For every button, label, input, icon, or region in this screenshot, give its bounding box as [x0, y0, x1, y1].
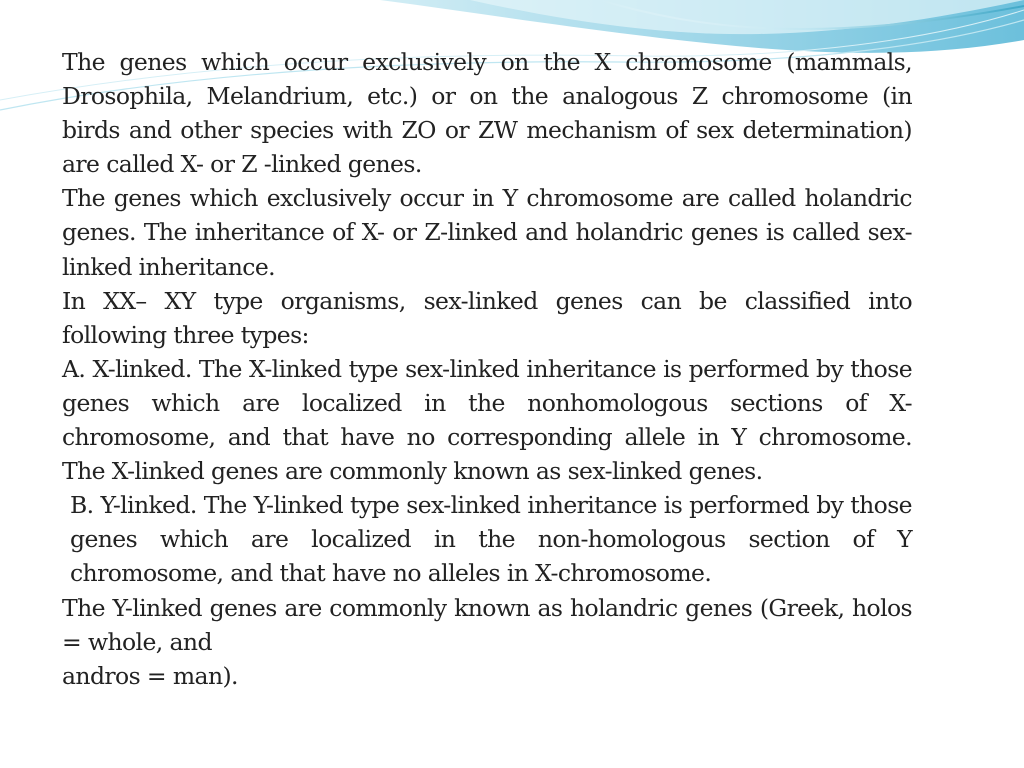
paragraph-x-linked: A. X-linked. The X-linked type sex-linked inheritance is performed by those genes which are localized in the nonhomologous sections of X-chromosome, and that have no corresponding allele in Y chromosome. The X-linked genes are commonly known as sex-linked genes.	[62, 354, 912, 486]
body-text	[62, 45, 912, 693]
paragraph-y-linked-holandric: The Y-linked genes are commonly known as holandric genes (Greek, holos = whole, and	[62, 593, 912, 656]
paragraph-y-linked: B. Y-linked. The Y-linked type sex-linked inheritance is performed by those genes which are localized in the non-homologous section of Y chromosome, and that have no alleles in X-chromosome.	[70, 491, 912, 588]
paragraph-holandric: The genes which exclusively occur in Y chromosome are called holandric genes. The inheritance of X- or Z-linked and holandric genes is called sex-linked inheritance.	[62, 184, 912, 281]
paragraph-x-z-linked: The genes which occur exclusively on the X chromosome (mammals, Drosophila, Melandrium, etc.) or on the analogous Z chromosome (in birds and other species with ZO or ZW mechanism of sex determination) are called X- or Z -linked genes.	[62, 48, 912, 179]
paragraph-andros: andros = man).	[62, 661, 238, 690]
paragraph-classification: In XX– XY type organisms, sex-linked genes can be classified into following three types:	[62, 286, 912, 349]
